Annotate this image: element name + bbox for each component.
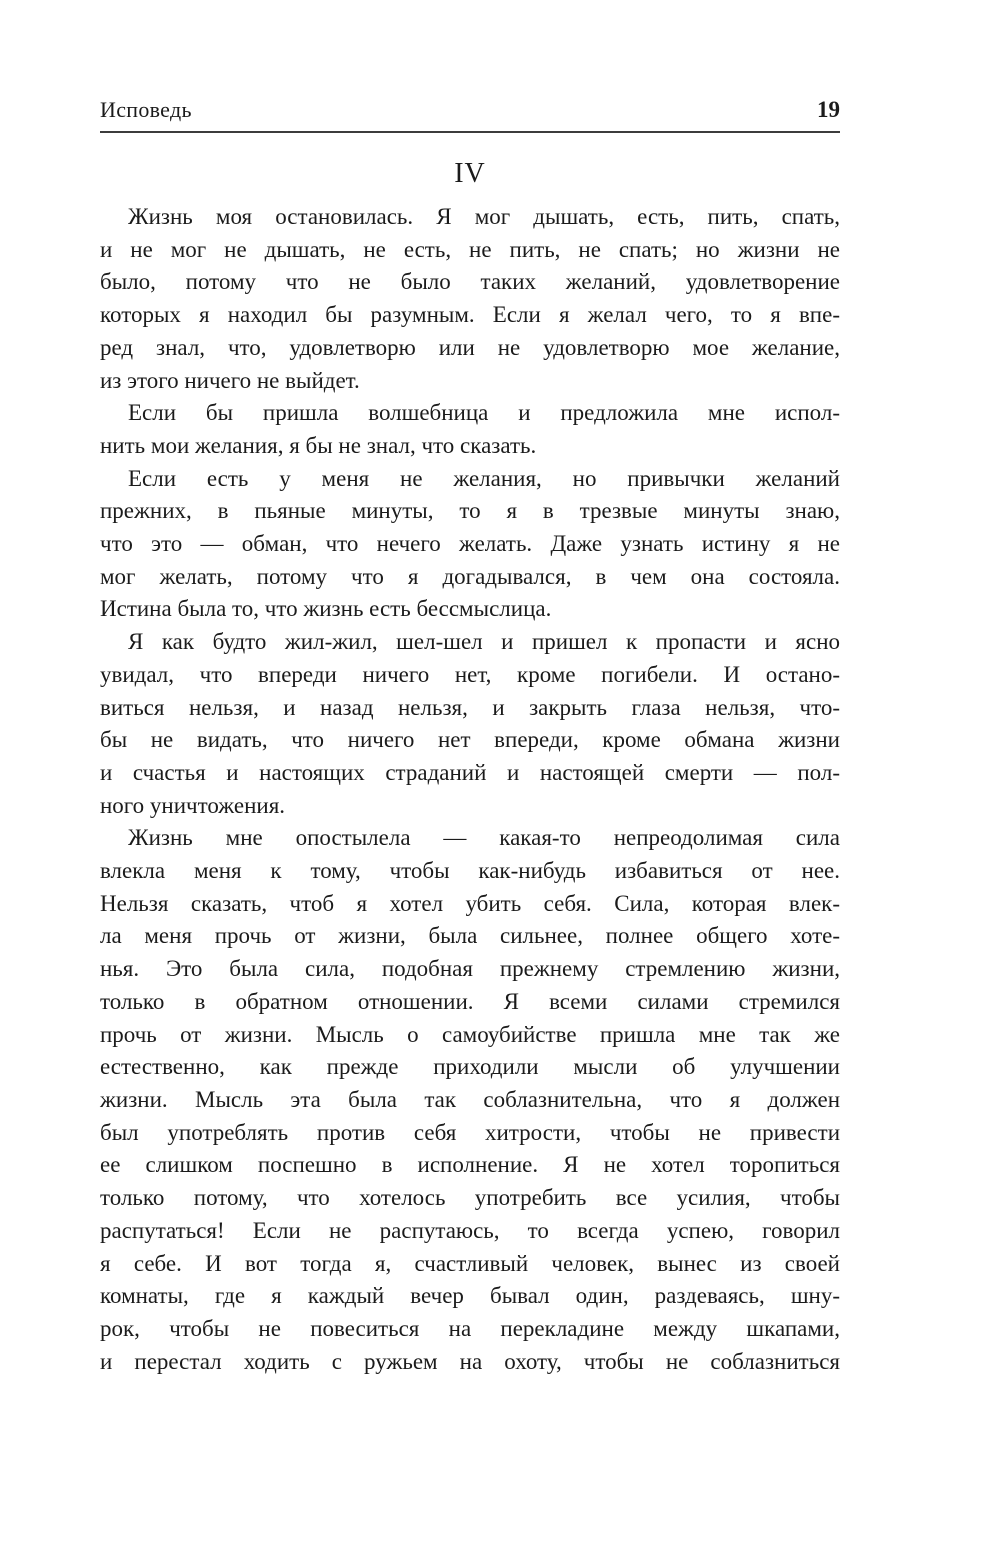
text-line: влекла меня к тому, чтобы как-нибудь избавиться от нее. xyxy=(100,858,840,884)
chapter-heading: IV xyxy=(454,158,486,189)
paragraph xyxy=(100,463,840,627)
page-content xyxy=(100,97,840,1378)
text-line: ее слишком поспешно в исполнение. Я не хотел торопиться xyxy=(100,1152,840,1178)
body-text xyxy=(100,201,840,1378)
text-line: и перестал ходить с ружьем на охоту, чтобы не соблазниться xyxy=(100,1348,840,1374)
text-line: Если бы пришла волшебница и предложила мне испол- xyxy=(128,400,840,426)
running-title: Исповедь xyxy=(100,97,192,122)
text-line: ла меня прочь от жизни, была сильнее, полнее общего хоте- xyxy=(100,923,840,949)
text-line: прежних, в пьяные минуты, то я в трезвые минуты знаю, xyxy=(100,498,840,524)
text-line: Если есть у меня не желания, но привычки желаний xyxy=(128,465,840,491)
text-line: Нельзя сказать, чтоб я хотел убить себя. Сила, которая влек- xyxy=(100,890,840,916)
text-line: только в обратном отношении. Я всеми силами стремился xyxy=(100,988,840,1014)
text-line: нить мои желания, я бы не знал, что сказать. xyxy=(100,432,537,458)
text-line: я себе. И вот тогда я, счастливый человек, вынес из своей xyxy=(100,1250,840,1276)
paragraph xyxy=(100,822,840,1378)
text-line: и счастья и настоящих страданий и настоящей смерти — пол- xyxy=(100,759,840,785)
text-line: рок, чтобы не повеситься на перекладине между шкапами, xyxy=(100,1315,840,1341)
text-line: которых я находил бы разумным. Если я желал чего, то я впе- xyxy=(100,302,840,328)
text-line: Жизнь мне опостылела — какая-то непреодолимая сила xyxy=(128,825,840,851)
text-line: Жизнь моя остановилась. Я мог дышать, есть, пить, спать, xyxy=(128,204,840,229)
page-number: 19 xyxy=(817,97,840,122)
text-line: виться нельзя, и назад нельзя, и закрыть глаза нельзя, что- xyxy=(100,694,840,720)
text-line: комнаты, где я каждый вечер бывал один, раздеваясь, шну- xyxy=(100,1283,840,1309)
text-line: из этого ничего не выйдет. xyxy=(100,367,360,393)
paragraph xyxy=(100,626,840,822)
paragraph xyxy=(100,397,840,462)
text-line: был употреблять против себя хитрости, чтобы не привести xyxy=(100,1119,840,1145)
page-header xyxy=(100,97,840,133)
text-line: Истина была то, что жизнь есть бессмыслица. xyxy=(100,596,552,622)
text-line: распутаться! Если не распутаюсь, то всегда успею, говорил xyxy=(100,1217,840,1243)
text-line: бы не видать, что ничего нет впереди, кроме обмана жизни xyxy=(100,727,840,753)
text-line: ного уничтожения. xyxy=(100,792,286,818)
text-line: увидал, что впереди ничего нет, кроме погибели. И остано- xyxy=(100,661,840,687)
text-line: нья. Это была сила, подобная прежнему стремлению жизни, xyxy=(100,956,840,982)
text-line: только потому, что хотелось употребить все усилия, чтобы xyxy=(100,1185,840,1211)
paragraph xyxy=(100,201,840,397)
text-line: жизни. Мысль эта была так соблазнительна, что я должен xyxy=(100,1086,840,1112)
text-line: прочь от жизни. Мысль о самоубийстве пришла мне так же xyxy=(100,1021,840,1047)
text-line: что это — обман, что нечего желать. Даже узнать истину я не xyxy=(100,531,840,557)
text-line: и не мог не дышать, не есть, не пить, не спать; но жизни не xyxy=(100,236,840,262)
text-line: Я как будто жил-жил, шел-шел и пришел к пропасти и ясно xyxy=(128,629,840,655)
text-line: было, потому что не было таких желаний, удовлетворение xyxy=(100,269,840,295)
text-line: мог желать, потому что я догадывался, в чем она состояла. xyxy=(100,563,840,589)
text-line: естественно, как прежде приходили мысли об улучшении xyxy=(100,1054,840,1080)
text-line: ред знал, что, удовлетворю или не удовлетворю мое желание, xyxy=(100,334,840,360)
